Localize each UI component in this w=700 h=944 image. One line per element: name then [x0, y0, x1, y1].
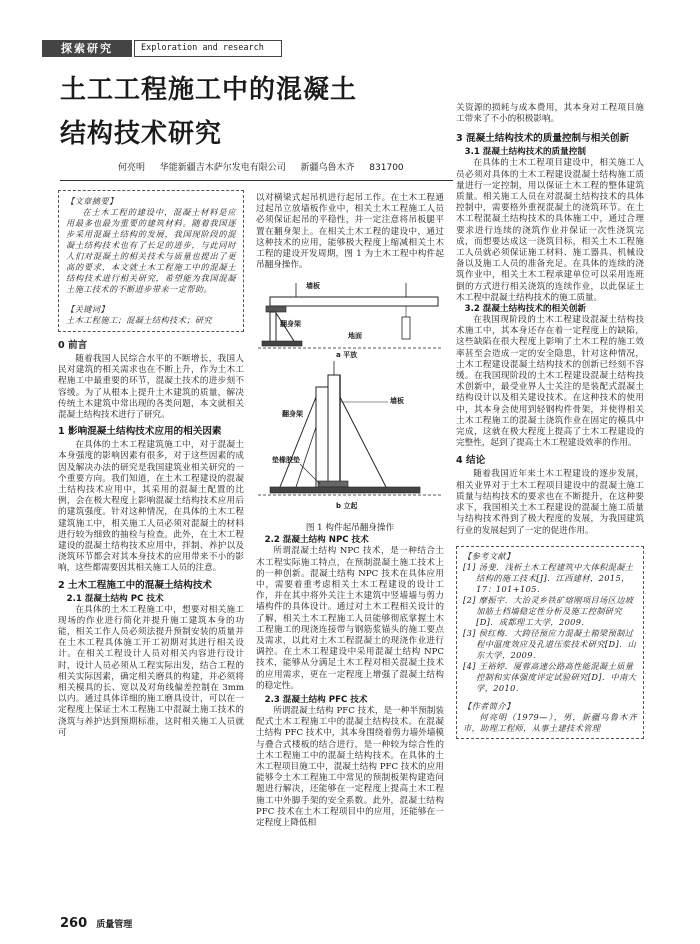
- section-2-3-paragraph: 所谓混凝土结构 PFC 技术，是一种半预制装配式土木工程施工中的混凝土结构技术。在混凝土结构 PFC 技术中，其本身围绕着剪力墙外墙模与叠合式楼板的结合进行，是一种较为综合性的土木工程施工中的混凝土结构技术。在具体的土木工程项目施工中，混凝土结构 PFC 技术的应用能够令土木工程施工中常见的预制板架构建造问题进行解决，还能够在一定程度上提高土木工程施工中外脚手架的安全系数。此外，混凝土结构 PFC 技术在土木工程项目中的应用，还能够在一定程度上降低相: [256, 706, 444, 829]
- title-line-1: 土工工程施工中的混凝土: [60, 75, 358, 105]
- journal-name: 质量管理: [96, 920, 133, 930]
- fig-b-subcaption: b 立起: [336, 502, 358, 511]
- fig-a-label-frame: 翻身架: [280, 320, 301, 329]
- column-name-en: Exploration and research: [141, 43, 264, 53]
- fig-b-frame-post: [316, 387, 328, 489]
- column-header: [42, 40, 277, 57]
- fig-b-frame-base: [270, 487, 420, 493]
- page-number: 260: [60, 916, 88, 931]
- fig-a-frame-top: [266, 306, 286, 312]
- fig-b-frame-brace-2: [340, 397, 386, 487]
- section-2-title: 2 土木工程施工中的混凝土结构技术: [58, 579, 212, 591]
- figure-1-caption: 图 1 构件起吊翻身操作: [305, 523, 395, 534]
- section-3-1-title: 3.1 混凝土结构技术的质量控制: [464, 147, 586, 158]
- section-2-2-title: 2.2 混凝土结构 NPC 技术: [264, 535, 369, 546]
- fig-a-label-wallboard: 墙板: [306, 282, 320, 291]
- references-label: 【参考文献】: [463, 550, 515, 561]
- section-1-title: 1 影响混凝土结构技术应用的相关因素: [58, 426, 222, 438]
- fig-b-label-frame: 翻身架: [282, 410, 303, 419]
- fig-b-wallboard: [328, 375, 340, 490]
- column-name-en-box: [134, 40, 282, 57]
- keywords-label: 【关键词】: [66, 304, 109, 314]
- references-box: [456, 546, 644, 739]
- abstract-label: 【文章摘要】: [66, 196, 118, 206]
- fig-a-support: [402, 317, 410, 339]
- section-3-2-title: 3.2 混凝土结构技术的相关创新: [464, 304, 586, 315]
- title-line-2: 结构技术研究: [60, 119, 223, 149]
- author-info-text: 何亮明（1979—），男，新疆乌鲁木齐市，助理工程师，从事土建技术管理: [463, 711, 637, 733]
- author-name: 何亮明: [118, 163, 146, 173]
- keywords-text: 土木工程施工；混凝土结构技术；研究: [66, 315, 212, 325]
- section-4-paragraph: 随着我国近年来土木工程建设的逐步发展，相关业界对于土木工程项目建设中的混凝土施工质量与结构技术的要求也在不断提升，在这种要求下，我国相关土木工程建设的混凝土施工质量与结构技术得到了极大程度的发展，为我国建筑行业的发展起到了一定的促进作用。: [456, 469, 644, 536]
- reference-item: [1] 汤斐．浅析土木工程建筑中大体积混凝土结构的施工技术[J]．江西建材，2015，17：101+105．: [463, 561, 634, 594]
- abstract-text: 在土木工程的建设中，混凝土材料是应用最多也最为重要的建筑材料。随着我国逐步采用混凝土结构的发展，我国现阶段的混凝土结构技术也有了长足的进步，与此同时人们对混凝土的相关技术与质量也提出了更高的要求，本文就土木工程施工中的混凝土结构技术进行相关研究，希望能为我国混凝土施工技术的不断进步带来一定帮助。: [66, 207, 236, 294]
- fig-a-frame-post: [270, 312, 276, 342]
- section-0-paragraph: 随着我国人民综合水平的不断增长，我国人民对建筑的相关需求也在不断上升，作为土木工程施工中最重要的环节，混凝土技术的进步刻不容缓。为了从根本上提升土木建筑的质量，解决传统土木建筑中常出现的各类问题，本文就相关混凝土结构技术进行了研究。: [58, 354, 244, 421]
- section-3-2-paragraph: 在我国现阶段的土木工程建设混凝土结构技术施工中，其本身还存在着一定程度上的缺陷，这些缺陷在很大程度上影响了土木工程的施工效率甚至会造成一定的安全隐患，针对这种情况，土木工程建设混凝土结构技术的创新已经刻不容缓。在我国现阶段的土木工程建设混凝土结构技术创新中，最受业界人士关注的是装配式混凝土结构设计以及相关建设技术。在这种技术的使用中，其本身会使用到轻钢构件骨架，并使得相关土木工程施工的混凝土浇筑作业在固定的模具中完成，这就在极大程度上提高了土木工程建设的完整性，起到了提高土木工程建设效率的作用。: [456, 315, 644, 449]
- column-name-badge: [42, 40, 132, 57]
- section-2-3-title: 2.3 混凝土结构 PFC 技术: [264, 695, 368, 706]
- page-footer: [60, 912, 260, 931]
- fig-a-wallboard: [270, 297, 438, 306]
- column-3-continuation: 关资源的损耗与成本费用，其本身对工程项目施工带来了不小的积极影响。: [456, 103, 644, 125]
- author-postcode: 831700: [369, 163, 404, 173]
- byline: [118, 162, 453, 174]
- figure-1: [256, 277, 444, 515]
- section-2-2-paragraph: 所谓混凝土结构 NPC 技术，是一种结合土木工程实际施工特点，在预制混凝土施工技术上的一种创新。混凝土结构 NPC 技术在具体应用中，需要着重考虑相关土木工程建设的设计工作，并在其中将外关注土木建筑中竖墙墙与剪力墙构件的具体设计。通过对土木工程相关设计的了解，相关土木工程施工人员能够彻底掌握土木工程施工的现浇连接带与钢筋浆锚头的施工要点及需求，以此对土木工程混凝土的现浇作业进行调控。在土木工程建设中采用混凝土结构 NPC 技术，能够从分满足土木工程对相关混凝土技术的应用需求，更在一定程度上增强了混凝土结构的稳定性。: [256, 546, 444, 691]
- column-3: [456, 103, 644, 739]
- figure-1-drawing: [256, 277, 444, 515]
- author-affiliation: 华能新疆吉木萨尔发电有限公司: [159, 163, 286, 173]
- byline-divider: [60, 180, 453, 181]
- reference-list: [463, 562, 637, 694]
- abstract-box: [58, 190, 244, 332]
- column-name: 探索研究: [61, 42, 113, 55]
- column-2: [256, 193, 444, 829]
- section-2-1-title: 2.1 混凝土结构 PC 技术: [66, 593, 164, 604]
- section-4-title: 4 结论: [456, 455, 486, 467]
- fig-a-subcaption: a 平放: [336, 351, 358, 360]
- fig-a-label-ground: 地面: [348, 332, 362, 341]
- reference-item: [4] 王裕婷．厦蓉高速公路高性能混凝土质量控制和实体强度评定试验研究[D]．中南大学，2010．: [463, 660, 637, 693]
- section-1-paragraph: 在具体的土木工程建筑施工中，对于混凝土本身强度的影响因素有很多，对于这些因素的成因及解决办法的研究是我国建筑业相关研究的一个重要方向。我们知道，在土木工程建设的混凝土结构技术应用中，其采用的混凝土配置的比例，会在极大程度上影响混凝土结构技术应用后的建筑强度。针对这种情况，在具体的土木工程建筑施工中，相关施工人员必须对混凝土的材料进行较为细致的抽检与检查。此外，在土木工程建设的混凝土结构技术应用中，拌制、养护以及浇筑环节都会对其本身技术的应用带来不小的影响，这些都需要因其相关施工人员的注意。: [58, 440, 244, 574]
- author-city: 新疆乌鲁木齐: [300, 163, 355, 173]
- section-3-title: 3 混凝土结构技术的质量控制与相关创新: [456, 133, 630, 145]
- column-1: [58, 190, 244, 739]
- article-title: [60, 68, 450, 156]
- section-2-1-paragraph: 在具体的土木工程施工中，想要对相关施工现场的作业进行简化并提升施工建筑本身的功能，相关工作人员必须法提升预制安装的质量并在土木工程具体施工开工初期对其进行相关设计。在相关工程设计人员对相关内容进行设计时，设计人员必须从工程实际出发，结合工程的相关实际因素，确定相关磨具的构建，并必须将相关模具的长、宽以及对角线偏差控制在 3mm 以内。通过具体详细的施工磨具设计，可以在一定程度上保证土木工程施工中混凝土施工技术的浇筑与养护达到预期标准，这时相关施工人员就可: [58, 604, 244, 738]
- fig-b-label-pad: 垫橡胶垫: [272, 456, 300, 465]
- column-2-continuation: 以对横梁式起吊机进行起吊工作。在土木工程通过起吊立放墙板作业中，相关土木工程施工人员必须保证起吊的平稳性，并一定注意将吊板腿平置在翻身架上。在相关土木工程的建设中，通过这种技术的应用，能够极大程度上缩减相关土木工程的建设开发周期，图 1 为土木工程中构件起吊翻身操作。: [256, 193, 444, 271]
- author-info-label: 【作者简介】: [463, 700, 515, 711]
- reference-item: [3] 侯红梅．大跨径预应力混凝土箱梁预制过程中温度效应及孔道压浆技术研究[D]．山东大学，2009．: [463, 627, 637, 660]
- section-0-title: 0 前言: [58, 340, 88, 351]
- section-3-1-paragraph: 在具体的土木工程项目建设中，相关施工人员必须对具体的土木工程建设混凝土结构施工质量进行一定控制，用以保证土木工程的整体建筑质量。相关施工人员在对混凝土结构技术的具体控制中，需要格外重视混凝土的浇筑环节。在土木工程混凝土结构技术的具体施工中，通过合理要求进行连续的浇筑作业并保证一次性浇筑完成，而想要达成这一浇筑目标，相关土木工程施工人员就必须保证施工材料、施工器具、机械设备以及施工人员的准备充足。在具体的连续的浇筑作业中，相关土木工程承建单位可以采用连班倒的方式进行相关浇筑的连续作业，以此保证土木工程中混凝土结构技术的施工质量。: [456, 158, 644, 303]
- fig-b-rubber-pad: [318, 481, 348, 487]
- fig-b-label-wallboard: 墙板: [390, 397, 404, 406]
- fig-a-frame-base: [262, 341, 302, 346]
- reference-item: [2] 摩振宇．大治灵乡铁矿熔刚项目场区边坡加筋土档墙稳定性分析及施工控制研究[D]．成都理工大学，2009．: [463, 594, 634, 627]
